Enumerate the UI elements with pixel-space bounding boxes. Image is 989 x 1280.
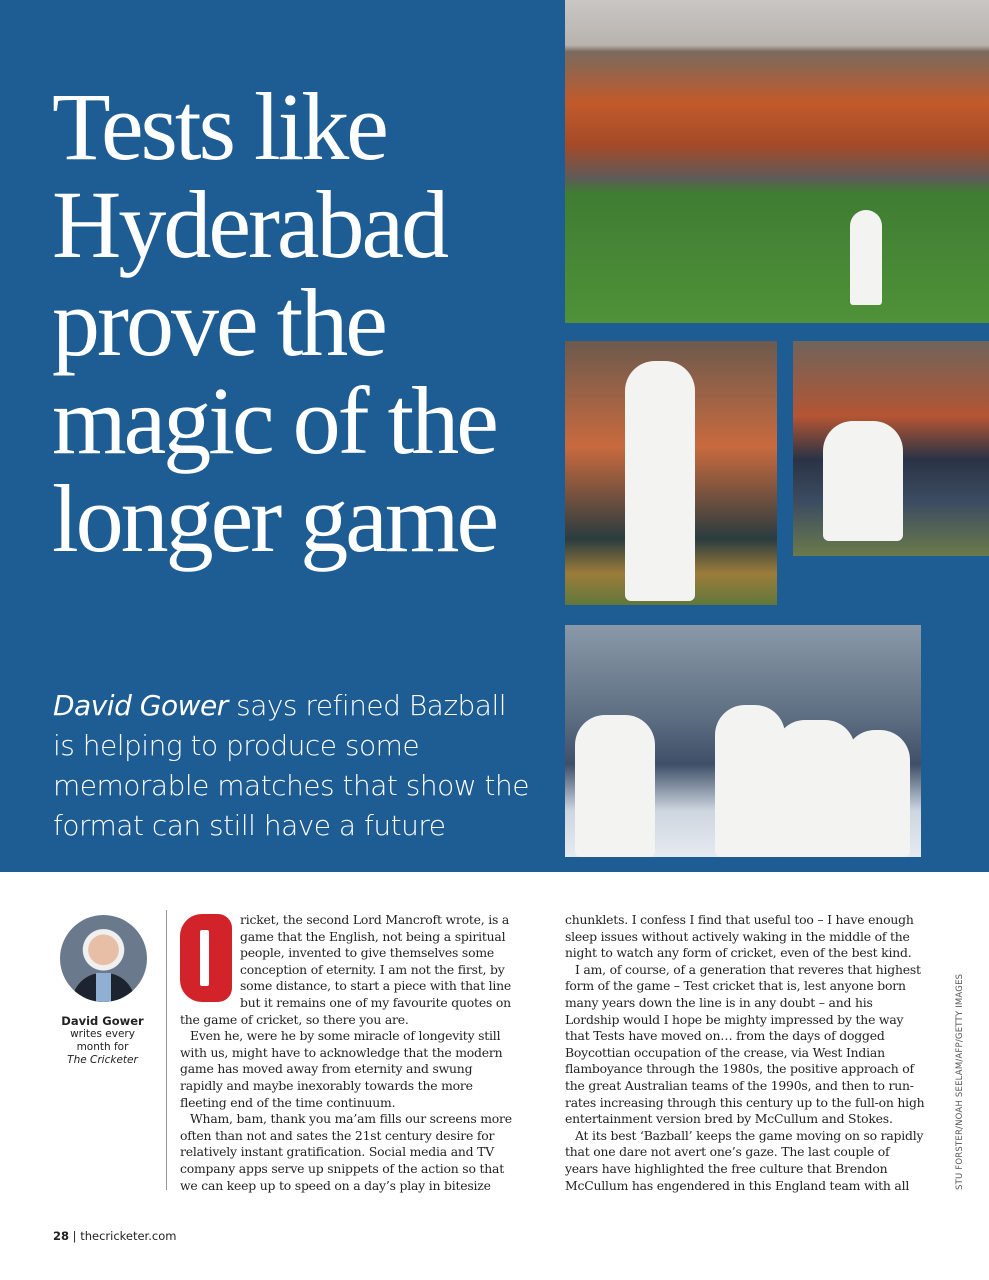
column-divider	[166, 910, 167, 1190]
paragraph-text: ricket, the second Lord Mancroft wrote, is a game that the English, not being a spiritual people, invented to give themselves some conception of eternity. I am not the first, by some distance, to start a piece with that line but it remains one of my favourite quotes on the game of cricket, so there you are.	[180, 912, 512, 1027]
author-caption-line: month for	[76, 1041, 129, 1053]
author-avatar	[60, 915, 147, 1002]
standfirst	[53, 686, 533, 846]
paragraph: chunklets. I confess I find that useful too – I have enough sleep issues without actively waking in the middle of the night to watch any form of cricket, even of the best kind.	[565, 912, 914, 961]
author-caption	[40, 1015, 165, 1067]
body-column-1	[180, 912, 516, 1194]
paragraph	[180, 912, 516, 1028]
footer-separator: |	[69, 1229, 81, 1243]
page-footer	[53, 1229, 176, 1243]
author-name: David Gower	[61, 1014, 144, 1028]
photo-bowler	[565, 341, 777, 605]
site-link[interactable]: thecricketer.com	[80, 1229, 177, 1243]
standfirst-text: says refined Bazball is helping to produce some memorable matches that show the format can still have a future	[53, 689, 530, 842]
headline: Tests like Hyderabad prove the magic of the longer game	[52, 73, 497, 572]
photo-credit: STU FORSTER/NOAH SEELAM/AFP/GETTY IMAGES	[955, 973, 965, 1190]
photo-batsman	[793, 341, 989, 556]
photo-stadium	[565, 0, 989, 323]
author-caption-line: writes every	[70, 1028, 135, 1040]
author-publication: The Cricketer	[67, 1054, 138, 1066]
paragraph: Wham, bam, thank you ma’am fills our screens more often than not and sates the 21st century desire for relatively instant gratification. Social media and TV company apps serve up snippets of the action so that we can keep up to speed on a day’s play in bitesize	[180, 1111, 512, 1193]
standfirst-author: David Gower	[53, 689, 228, 722]
page-number: 28	[53, 1229, 70, 1243]
paragraph: Even he, were he by some miracle of longevity still with us, might have to acknowledge that the modern game has moved away from eternity and swung rapidly and maybe inexorably towards the more fleeting end of the time continuum.	[180, 1028, 503, 1110]
photo-team-celebration	[565, 625, 921, 857]
paragraph: At its best ‘Bazball’ keeps the game moving on so rapidly that one dare not avert one’s gaze. The last couple of years have highlighted the free culture that Brendon McCullum has engendered in this England team with all	[565, 1127, 924, 1193]
dropcap-c	[180, 914, 232, 1002]
paragraph: I am, of course, of a generation that reveres that highest form of the game – Test cricket that is, lest anyone born many years down the line is in any doubt – and his Lordship would I hope be mighty impressed by the way that Tests have moved on… from the days of dogged Boycottian occupation of the crease, via West Indian flamboyance through the 1980s, the positive approach of the great Australian teams of the 1990s, and then to run-rates increasing through this century up to the full-on high entertainment version bred by McCullum and Stokes.	[565, 961, 925, 1127]
body-column-2	[565, 912, 925, 1194]
